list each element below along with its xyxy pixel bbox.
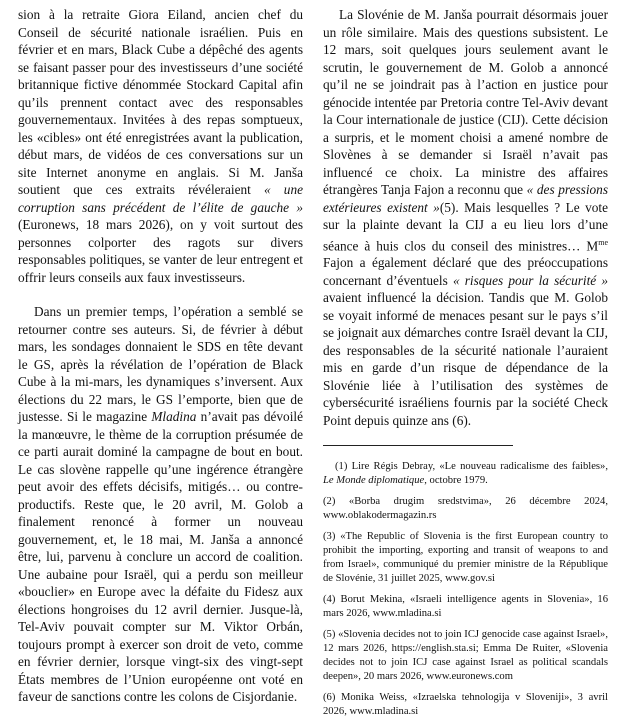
footnote-text: , octobre 1979.	[424, 475, 488, 487]
paragraph-text: (5). Mais lesquelles ? Le vote sur la plainte devant la CIJ a eu lieu lors d’une séance à huis clos du conseil des ministres… M	[323, 199, 608, 253]
footnote-1	[323, 460, 608, 488]
paragraph-text: La Slovénie de M. Janša pourrait désormais jouer un rôle similaire. Mais des questions subsistent. Le 12 mars, soit quelques jours seulement avant le scrutin, le gouvernement de M. Golob a annoncé qu’il ne se joindrait pas à l’action en justice pour génocide intentée par Pretoria contre Tel-Aviv devant la Cour internationale de justice (CIJ). Cette décision a surpris, et le moment choisi a amené nombre de Slovènes à se demander si Israël n’avait pas influencé ce choix. La ministre des affaires étrangères Tanja Fajon a reconnu que	[323, 7, 608, 197]
quote-text: « risques pour la sécurité »	[452, 272, 609, 288]
paragraph-text: sion à la retraite Giora Eiland, ancien chef du Conseil de sécurité nationale israélien. Puis en février et en mars, Black Cube a dépêché des agents se faisant passer pour des investisseurs d’une société britannique fictive dénommée Stockard Capital afin qu’ils prennent contact avec des responsables gouvernementaux. Invitées à des repas somptueux, les «cibles» ont été enregistrées avant la publication, début mars, de vidéos de ces conversations sur un site Internet anonyme en anglais. Si M. Janša soutient que ces extraits révéleraient	[18, 7, 303, 197]
footnote-3: (3) «The Republic of Slovenia is the first European country to prohibit the importing, exporting and transit of weapons to and from Israel», communiqué du premier ministre de la République de Slovénie, 31 juillet 2025, www.gov.si	[323, 531, 608, 585]
quote-text: « des pressions extérieures existent »	[323, 182, 608, 215]
body-paragraph-3	[323, 6, 608, 429]
footnote-divider	[323, 445, 513, 446]
quote-text: « une corruption sans précédent de l’élite de gauche »	[18, 182, 303, 215]
footnote-4: (4) Borut Mekina, «Israeli intelligence agents in Slovenia», 16 mars 2026, www.mladina.si	[323, 594, 608, 620]
body-paragraph-1	[18, 6, 303, 286]
right-column	[323, 6, 608, 726]
magazine-title: Mladina	[151, 409, 197, 424]
paragraph-text: (Euronews, 18 mars 2026), on y voit surtout des personnes colporter des ragots sur divers responsables politiques, se vanter de leur entregent et offrir leurs conseils aux faux investisseurs.	[18, 217, 303, 285]
left-column	[18, 6, 303, 706]
paragraph-text: Dans un premier temps, l’opération a semblé se retourner contre ses auteurs. Si, de février à début mars, les sondages donnaient le SDS en tête devant le GS, après la révélation de l’opération de Black Cube à la mi-mars, les dynamiques s’inversent. Aux élections du 22 mars, le GS l’emporte, bien que de justesse. Si le magazine	[18, 304, 303, 424]
footnote-6: (6) Monika Weiss, «Izraelska tehnologija v Sloveniji», 3 avril 2026, www.mladina.si	[323, 692, 608, 718]
publication-title: Le Monde diplomatique	[323, 475, 425, 487]
footnote-text: (1) Lire Régis Debray, «Le nouveau radicalisme des faibles»,	[335, 461, 608, 473]
superscript: me	[598, 237, 608, 247]
paragraph-text: n’avait pas dévoilé la manœuvre, le thème de la corruption présumée de ce parti aurait dominé la campagne de bout en bout. Le cas slovène rappelle qu’une ingérence étrangère peut avoir des effets décisifs, mitigés… ou contre-productifs. Reste que, le 20 avril, M. Golob a finalement renoncé à former un nouveau gouvernement, et, le 18 mai, M. Janša a annoncé être, lui, parvenu à conclure un accord de coalition. Une aubaine pour Israël, qui a perdu son meilleur «bouclier» en Europe avec la défaite du Fidesz aux élections hongroises du 12 avril dernier. Jusque-là, Tel-Aviv pouvait compter sur M. Viktor Orbán, toujours prompt à exercer son droit de veto, comme en février dernier, lorsque vingt-six des vingt-sept États membres de l’Union européenne ont voté en faveur de sanctions contre les colons de Cisjordanie.	[18, 409, 303, 704]
footnotes	[323, 460, 608, 719]
footnote-5: (5) «Slovenia decides not to join ICJ genocide case against Israel», 12 mars 2026, https://english.sta.si; Emma De Ruiter, «Slovenia decides not to join ICJ case against Israel as political scandals deepen», 20 mars 2026, www.euronews.com	[323, 629, 608, 683]
paragraph-text: Fajon a également déclaré que des préoccupations concernant d’éventuels	[323, 255, 608, 288]
paragraph-text: avaient influencé la décision. Tandis que M. Golob se voyait informé de menaces pesant sur le pays s’il se joignait aux démarches contre Israël devant la CIJ, des responsables de la sécurité nationale l’auraient mis en garde d’un risque de dépendance de la Slovénie liée à l’utilisation des systèmes de cybersécurité israéliens fournis par la société Check Point depuis quinze ans (6).	[323, 290, 608, 428]
body-paragraph-2	[18, 303, 303, 706]
footnote-2: (2) «Borba drugim sredstvima», 26 décembre 2024, www.oblakodermagazin.rs	[323, 496, 608, 522]
